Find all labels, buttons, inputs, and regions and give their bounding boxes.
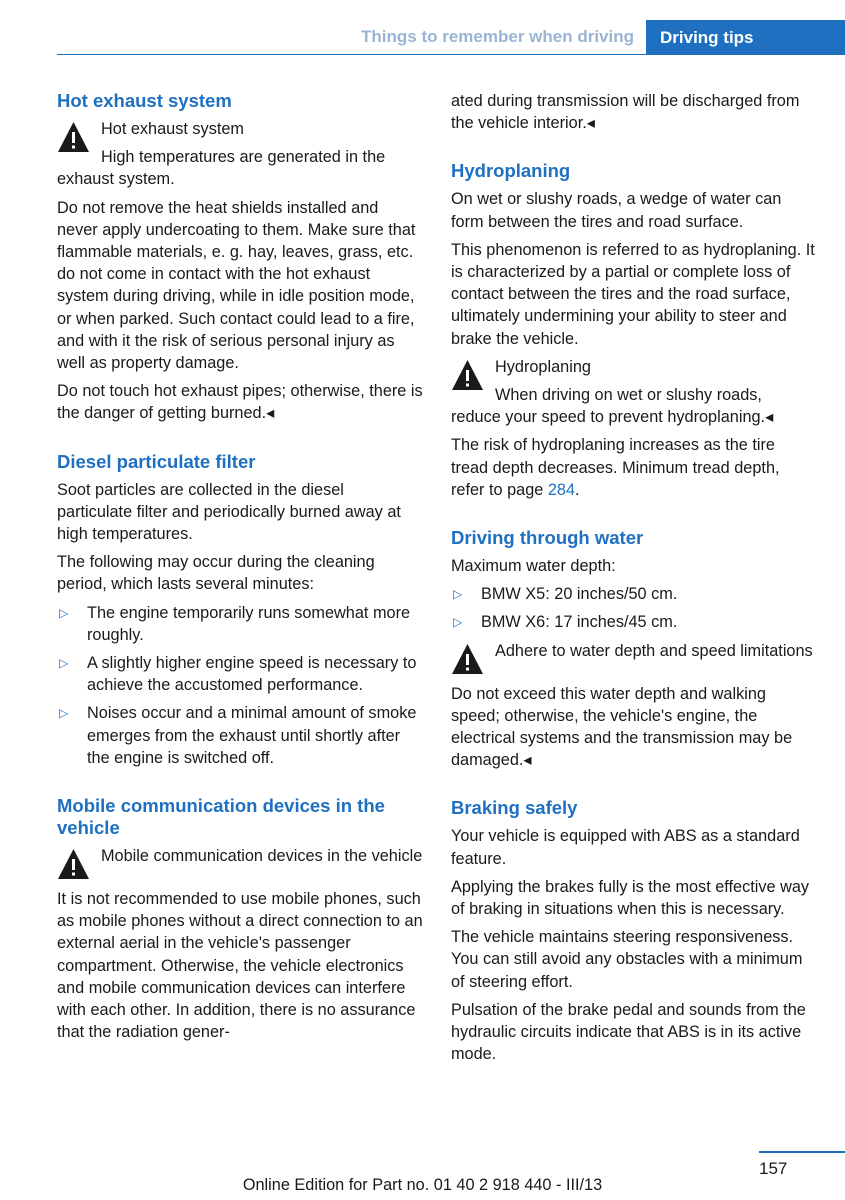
paragraph: Do not remove the heat shields installed and never apply undercoating to them. Make sure that flammable materials, e. g. hay, leaves, grass, etc. do not come in contact with the hot exhaust system during driving, while in idle position mode, or when parked. Such contact could lead to a fire, and with it the risk of serious personal injury as well as property damage.: [57, 198, 416, 373]
list-item: ▷ BMW X6: 17 inches/45 cm.: [451, 611, 816, 633]
paragraph: Pulsation of the brake pedal and sounds from the hydraulic circuits indicate that ABS is in its active mode.: [451, 1000, 806, 1064]
page-header: [57, 20, 845, 55]
warning-title: Adhere to water depth and speed limitations: [495, 641, 813, 660]
diesel-filter-heading: Diesel particulate filter: [57, 450, 256, 472]
warning-icon: [57, 848, 90, 882]
water-depth-list: [451, 583, 816, 633]
paragraph: It is not recommended to use mobile phones, such as mobile phones without a direct connection to an external aerial in the vehicle's passenger compartment. Otherwise, the vehicle electronics and mobile communication devices can interfere with each other. In addition, there is no assurance that the radiation gener-: [57, 890, 423, 1042]
list-item: ▷ A slightly higher engine speed is necessary to achieve the accustomed performance.: [59, 654, 417, 695]
paragraph: The following may occur during the cleaning period, which lasts several minutes:: [57, 553, 375, 594]
paragraph: Applying the brakes fully is the most effective way of braking in situations when this is necessary.: [451, 877, 810, 919]
hydroplaning-warning: [451, 356, 816, 429]
page-number: 157: [759, 1159, 788, 1178]
left-column: [57, 90, 423, 1050]
warning-title: Hydroplaning: [495, 357, 591, 376]
water-heading: Driving through water: [451, 527, 644, 549]
warning-title: Mobile communication devices in the vehicle: [101, 847, 423, 866]
mobile-devices-heading: Mobile communication devices in the vehicle: [57, 795, 385, 839]
paragraph: The risk of hydroplaning increases as the tire tread depth decreases. Minimum tread depth, refer to page 284.: [451, 436, 780, 499]
paragraph: Maximum water depth:: [451, 557, 616, 576]
bullet-triangle-icon: ▷: [59, 605, 69, 620]
right-column: [451, 90, 816, 1072]
paragraph: This phenomenon is referred to as hydroplaning. It is characterized by a partial or complete loss of contact between the tires and the road surface, ultimately undermining your ability to steer and brake the vehicle.: [451, 240, 815, 348]
section-title: Things to remember when driving: [361, 27, 634, 46]
edition-footer: Online Edition for Part no. 01 40 2 918 440 - III/13: [242, 1176, 603, 1194]
hot-exhaust-warning: [57, 118, 423, 191]
footer-rule: [759, 1151, 845, 1153]
paragraph: Soot particles are collected in the diesel particulate filter and periodically burned away at high temperatures.: [57, 480, 401, 544]
warning-icon: [451, 359, 484, 393]
warning-text: When driving on wet or slushy roads, reduce your speed to prevent hydroplaning.◂: [451, 386, 774, 427]
list-item: ▷ BMW X5: 20 inches/50 cm.: [451, 583, 816, 605]
paragraph: Do not touch hot exhaust pipes; otherwise, there is the danger of getting burned.◂: [57, 382, 423, 423]
cleaning-effects-list: [57, 602, 423, 769]
paragraph: The vehicle maintains steering responsiveness. You can still avoid any obstacles with a minimum of steering effort.: [451, 928, 803, 991]
bullet-triangle-icon: ▷: [453, 615, 463, 630]
chapter-tab[interactable]: Driving tips: [646, 20, 845, 55]
warning-icon: [451, 643, 484, 677]
bullet-triangle-icon: ▷: [59, 706, 69, 721]
bullet-triangle-icon: ▷: [453, 587, 463, 602]
hydroplaning-heading: Hydroplaning: [451, 160, 571, 182]
water-warning: [451, 640, 816, 677]
paragraph: Your vehicle is equipped with ABS as a standard feature.: [451, 827, 800, 868]
paragraph: ated during transmission will be discharged from the vehicle interior.◂: [451, 92, 800, 133]
bullet-triangle-icon: ▷: [59, 656, 69, 671]
hot-exhaust-heading: Hot exhaust system: [57, 90, 232, 111]
braking-heading: Braking safely: [451, 797, 578, 819]
header-rule: [57, 54, 845, 55]
warning-icon: [57, 121, 90, 155]
warning-title: Hot exhaust system: [101, 120, 244, 138]
page-reference-link[interactable]: 284: [547, 480, 576, 499]
paragraph: Do not exceed this water depth and walking speed; otherwise, the vehicle's engine, the electrical systems and the transmission may be damaged.◂: [451, 684, 793, 770]
warning-text: High temperatures are generated in the exhaust system.: [57, 148, 386, 189]
list-item: ▷ The engine temporarily runs somewhat more roughly.: [59, 603, 411, 644]
list-item: ▷ Noises occur and a minimal amount of smoke emerges from the exhaust until shortly after the engine is switched off.: [59, 704, 417, 767]
paragraph: On wet or slushy roads, a wedge of water can form between the tires and road surface.: [451, 190, 782, 231]
mobile-devices-warning: [57, 845, 423, 882]
